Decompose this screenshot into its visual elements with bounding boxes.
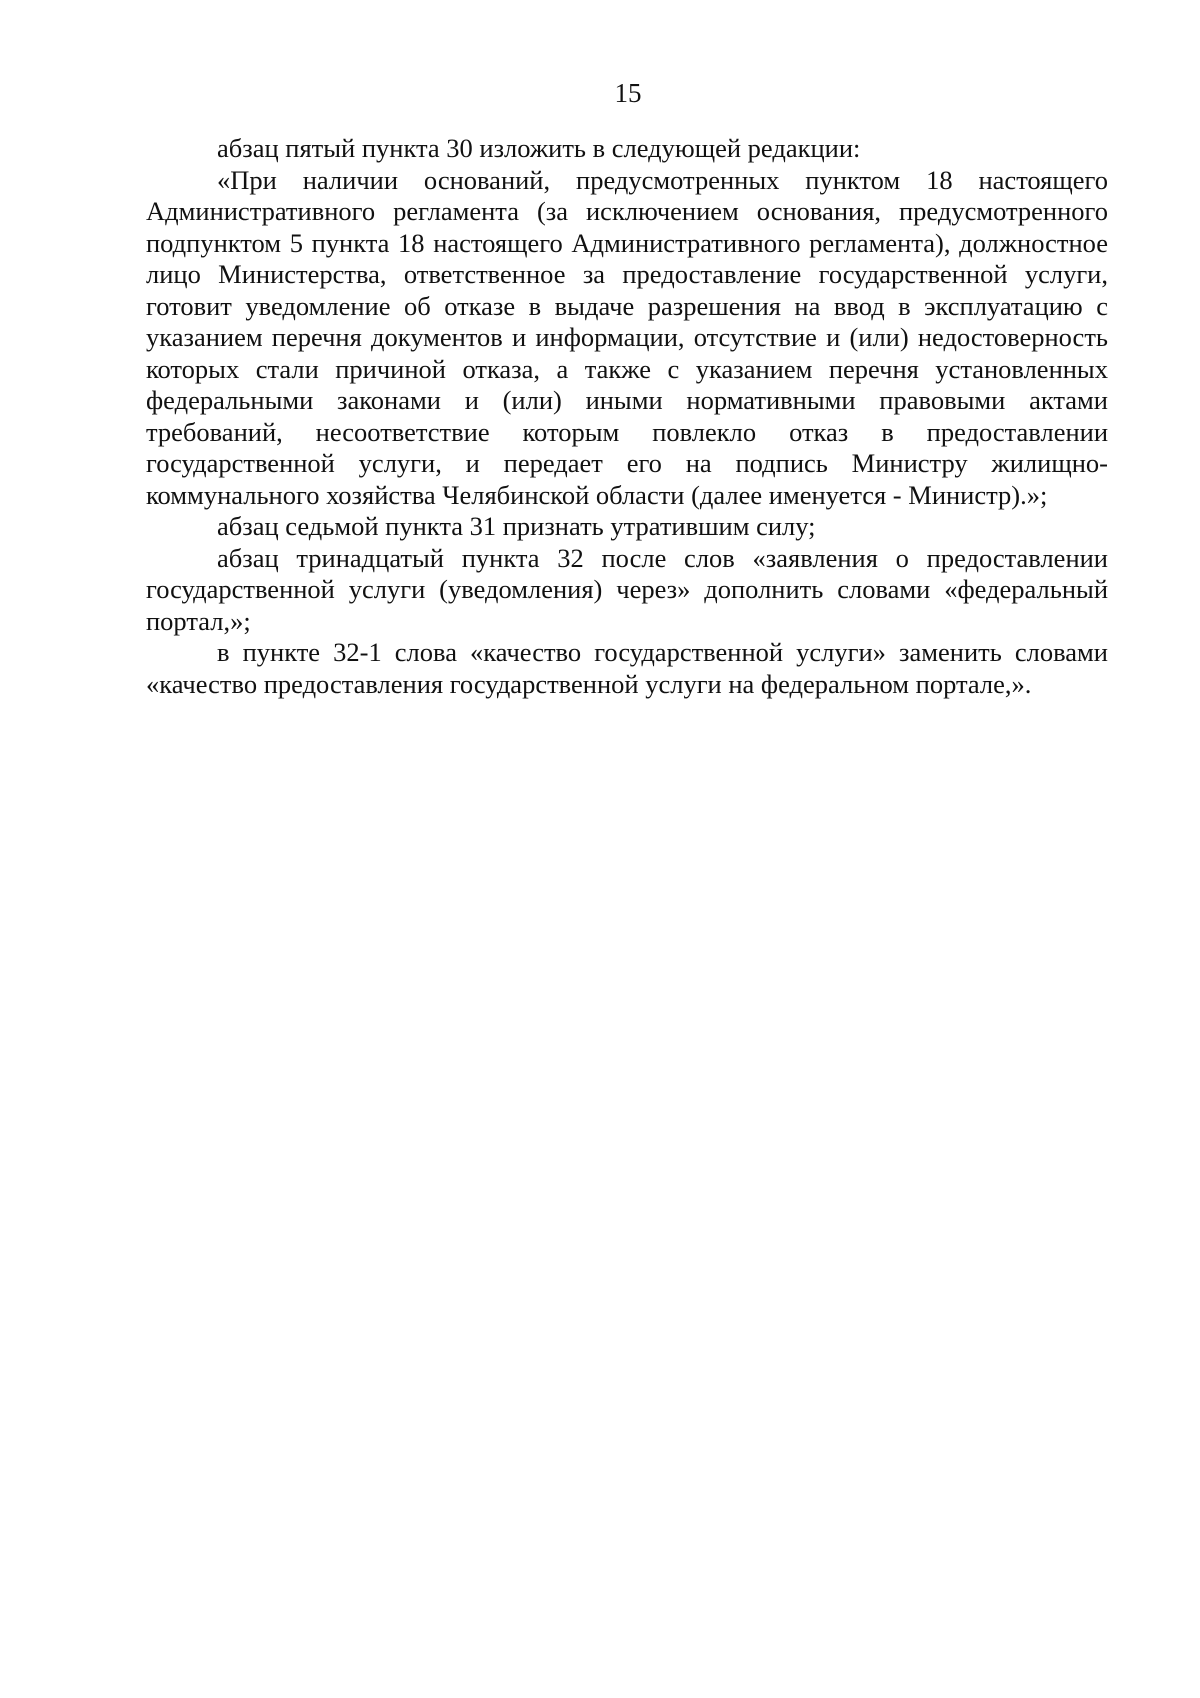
document-body (146, 133, 1108, 700)
paragraph-amendment-item-32: абзац тринадцатый пункта 32 после слов «заявления о предоставлении государственной услуги (уведомления) через» дополнить словами «федеральный портал,»; (146, 542, 1108, 636)
paragraph-amendment-item-30-intro: абзац пятый пункта 30 изложить в следующей редакции: (217, 133, 861, 163)
page-number: 15 (614, 78, 642, 108)
paragraph-amendment-item-30-text: «При наличии оснований, предусмотренных пунктом 18 настоящего Административного регламента (за исключением основания, предусмотренного подпунктом 5 пункта 18 настоящего Административного регламента), должностное лицо Министерства, ответственное за предоставление государственной услуги, готовит уведомление об отказе в выдаче разрешения на ввод в эксплуатацию с указанием перечня документов и информации, отсутствие и (или) недостоверность которых стали причиной отказа, а также с указанием перечня установленных федеральными законами и (или) иными нормативными правовыми актами требований, несоответствие которым повлекло отказ в предоставлении государственной услуги, и передает его на подпись Министру жилищно-коммунального хозяйства Челябинской области (далее именуется - Министр).»; (146, 164, 1108, 510)
paragraph-amendment-item-32-1: в пункте 32-1 слова «качество государственной услуги» заменить словами «качество предоставления государственной услуги на федеральном портале,». (146, 637, 1108, 699)
paragraph-amendment-item-31: абзац седьмой пункта 31 признать утратившим силу; (217, 511, 816, 541)
